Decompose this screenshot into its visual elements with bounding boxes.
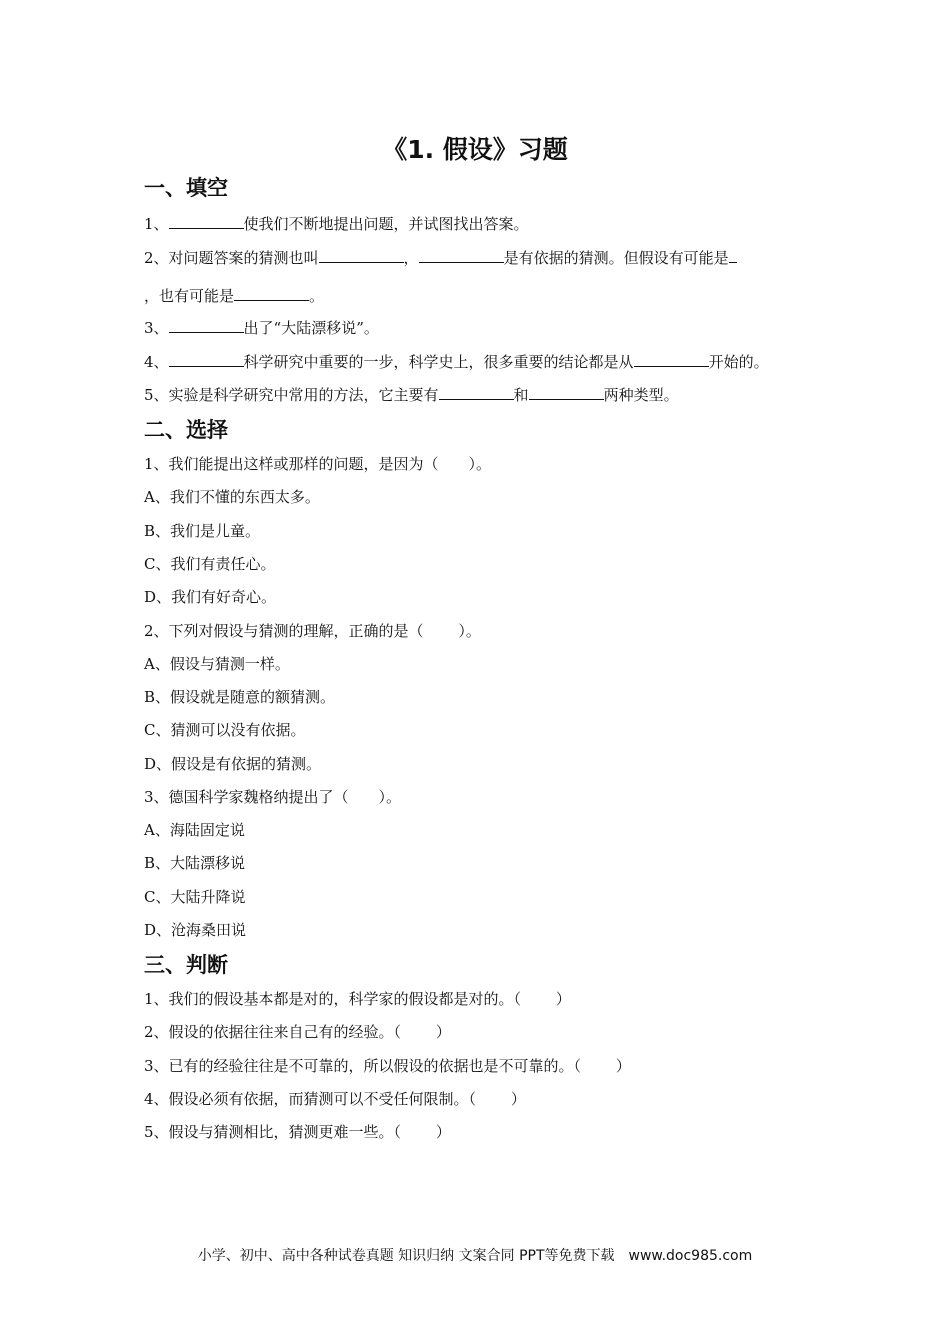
choice-option: B、大陆漂移说 [144,854,246,872]
answer-blank[interactable] [234,285,309,301]
choice-option: A、假设与猜测一样。 [144,655,290,673]
page-footer: 小学、初中、高中各种试卷真题 知识归纳 文案合同 PPT等免费下载 www.doc985.com [197,1248,753,1264]
choice-option: D、我们有好奇心。 [144,588,277,606]
choice-option: A、我们不懂的东西太多。 [144,488,320,506]
fill-question-5: 5、实验是科学研究中常用的方法，它主要有 和 两种类型。 [144,386,679,404]
section-heading-fill: 一、填空 [144,176,228,200]
fill-question-4: 4、 科学研究中重要的一步，科学史上，很多重要的结论都是从 开始的。 [144,353,769,371]
choice-option: B、我们是儿童。 [144,522,261,540]
fill-question-2-cont: ，也有可能是 。 [144,287,325,305]
answer-blank[interactable] [729,247,737,263]
answer-blank[interactable] [169,351,244,367]
section-heading-judge: 三、判断 [144,953,228,977]
answer-blank[interactable] [169,213,244,229]
answer-blank[interactable] [529,384,604,400]
fill-question-3: 3、 出了“大陆漂移说”。 [144,319,379,337]
fill-question-2: 2、对问题答案的猜测也叫 ， 是有依据的猜测。但假设有可能是 [144,247,737,268]
answer-blank[interactable] [634,351,709,367]
choice-option: B、假设就是随意的额猜测。 [144,688,336,706]
choice-option: C、我们有责任心。 [144,555,276,573]
judge-line: 4、假设必须有依据，而猜测可以不受任何限制。（ ） [144,1090,526,1108]
choice-line: 1、我们能提出这样或那样的问题，是因为（ ）。 [144,455,492,473]
judge-line: 2、假设的依据往往来自己有的经验。（ ） [144,1023,451,1041]
choice-option: C、猜测可以没有依据。 [144,721,306,739]
answer-blank[interactable] [319,247,404,263]
answer-blank[interactable] [169,317,244,333]
fill-question-1: 1、 使我们不断地提出问题，并试图找出答案。 [144,215,529,233]
page-title: 《1. 假设》习题 [382,135,568,164]
judge-line: 3、已有的经验往往是不可靠的，所以假设的依据也是不可靠的。（ ） [144,1057,631,1075]
choice-line: 2、下列对假设与猜测的理解，正确的是（ ）。 [144,622,481,640]
choice-line: 3、德国科学家魏格纳提出了（ ）。 [144,788,402,806]
judge-line: 5、假设与猜测相比，猜测更难一些。（ ） [144,1123,451,1141]
section-heading-choice: 二、选择 [144,418,228,442]
choice-option: C、大陆升降说 [144,888,246,906]
answer-blank[interactable] [439,384,514,400]
judge-line: 1、我们的假设基本都是对的，科学家的假设都是对的。（ ） [144,990,571,1008]
choice-option: A、海陆固定说 [144,821,245,839]
choice-option: D、假设是有依据的猜测。 [144,755,322,773]
answer-blank[interactable] [419,247,504,263]
choice-option: D、沧海桑田说 [144,921,247,939]
